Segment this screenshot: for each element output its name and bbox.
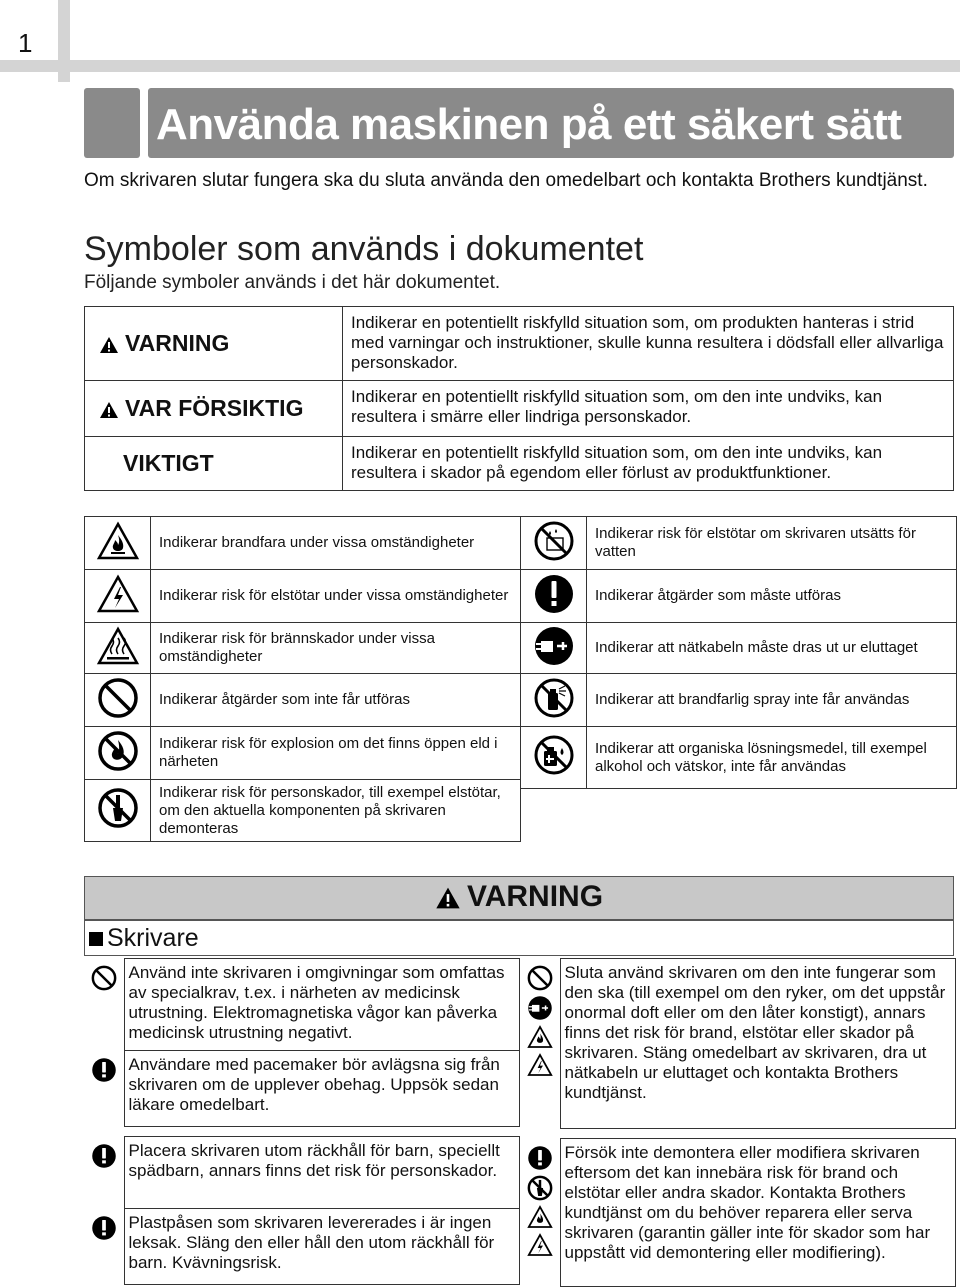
warning-text: Sluta använd skrivaren om den inte fungerar som den ska (till exempel om den ryker, om det uppstår onormal doft eller om den låter konstigt), annars finns det risk för brand, elstötar eller skador på skrivaren. Stäng omedelbart av skrivaren, dra ut nätkabeln ur eluttaget och kontakta Brothers kundtjänst. bbox=[560, 959, 956, 1129]
mandatory-action-icon bbox=[533, 573, 575, 615]
header-rule bbox=[0, 60, 960, 72]
warning-text: Plastpåsen som skrivaren levererades i är ingen leksak. Släng den eller håll den utom räckhåll för barn. Kvävningsrisk. bbox=[124, 1209, 520, 1285]
no-water-icon bbox=[533, 520, 575, 562]
symbol-description: Indikerar risk för elstötar under vissa omständigheter bbox=[151, 570, 521, 623]
no-disassembly-icon bbox=[527, 1175, 553, 1201]
fire-hazard-icon bbox=[527, 1205, 553, 1229]
warning-row bbox=[84, 959, 520, 1051]
symbol-row bbox=[521, 517, 957, 570]
electric-shock-icon bbox=[527, 1233, 553, 1257]
warning-triangle-icon bbox=[99, 336, 119, 354]
symbol-description: Indikerar risk för explosion om det finns öppen eld i närheten bbox=[151, 727, 521, 780]
warning-table-right bbox=[520, 958, 956, 1287]
symbol-row bbox=[85, 623, 521, 674]
warning-text: Använd inte skrivaren i omgivningar som omfattas av specialkrav, t.ex. i närheten av medicinsk utrustning. Elektromagnetiska vågor kan påverka medicinsk utrustning negativt. bbox=[124, 959, 520, 1051]
symbol-description: Indikerar risk för elstötar om skrivaren utsätts för vatten bbox=[587, 517, 957, 570]
signal-label: VIKTIGT bbox=[123, 450, 214, 476]
fire-hazard-icon bbox=[527, 1025, 553, 1049]
signal-row bbox=[85, 437, 954, 491]
electric-shock-icon bbox=[96, 574, 140, 614]
warning-text: Placera skrivaren utom räckhåll för barn, speciellt spädbarn, annars finns det risk för personskador. bbox=[124, 1137, 520, 1209]
no-solvent-icon bbox=[533, 734, 575, 776]
symbol-row bbox=[85, 780, 521, 842]
page-title: Använda maskinen på ett säkert sätt bbox=[148, 88, 954, 158]
warning-banner bbox=[84, 876, 954, 920]
signal-description: Indikerar en potentiellt riskfylld situation som, om den inte undviks, kan resultera i skador på egendom eller förlust av produktfunktioner. bbox=[343, 437, 954, 491]
prohibited-icon bbox=[97, 677, 139, 719]
subsection-heading: Skrivare bbox=[84, 920, 954, 956]
symbol-row bbox=[521, 674, 957, 727]
symbol-row bbox=[85, 517, 521, 570]
page-number: 1 bbox=[18, 28, 33, 58]
mandatory-action-icon bbox=[91, 1143, 117, 1169]
signal-row bbox=[85, 381, 954, 437]
section-subtitle: Följande symboler används i det här dokumentet. bbox=[84, 272, 501, 293]
symbol-description: Indikerar risk för personskador, till exempel elstötar, om den aktuella komponenten på skrivaren demonteras bbox=[151, 780, 521, 842]
warning-row bbox=[520, 959, 956, 1129]
symbol-row bbox=[85, 570, 521, 623]
warning-triangle-icon bbox=[435, 886, 461, 910]
warning-triangle-icon bbox=[99, 401, 119, 419]
symbol-description: Indikerar att brandfarlig spray inte får användas bbox=[587, 674, 957, 727]
symbol-description: Indikerar åtgärder som inte får utföras bbox=[151, 674, 521, 727]
signal-description: Indikerar en potentiellt riskfylld situation som, om produkten hanteras i strid med varningar och instruktioner, skulle kunna resultera i dödsfall eller allvarliga personskador. bbox=[343, 307, 954, 381]
signal-word-table bbox=[84, 306, 954, 491]
signal-description: Indikerar en potentiellt riskfylld situation som, om den inte undviks, kan resultera i smärre eller lindriga personskador. bbox=[343, 381, 954, 437]
unplug-icon bbox=[533, 625, 575, 667]
prohibited-icon bbox=[91, 965, 117, 991]
unplug-icon bbox=[527, 995, 553, 1021]
mandatory-action-icon bbox=[91, 1057, 117, 1083]
signal-label: VAR FÖRSIKTIG bbox=[125, 395, 304, 421]
symbol-description: Indikerar åtgärder som måste utföras bbox=[587, 570, 957, 623]
no-open-flame-icon bbox=[97, 730, 139, 772]
intro-text: Om skrivaren slutar fungera ska du sluta använda den omedelbart och kontakta Brothers kundtjänst. bbox=[84, 170, 928, 191]
signal-row bbox=[85, 307, 954, 381]
warning-banner-title: VARNING bbox=[466, 880, 604, 913]
warning-text: Användare med pacemaker bör avlägsna sig från skrivaren om de upplever obehag. Uppsök sedan läkare omedelbart. bbox=[124, 1051, 520, 1127]
warning-row bbox=[84, 1209, 520, 1285]
warning-row bbox=[84, 1051, 520, 1127]
section-heading: Symboler som används i dokumentet bbox=[84, 230, 644, 268]
symbol-row bbox=[521, 727, 957, 789]
symbol-table-left bbox=[84, 516, 521, 842]
symbol-description: Indikerar risk för brännskador under vissa omständigheter bbox=[151, 623, 521, 674]
hot-surface-icon bbox=[96, 626, 140, 666]
electric-shock-icon bbox=[527, 1053, 553, 1077]
warning-table-left bbox=[84, 958, 520, 1285]
square-bullet-icon bbox=[89, 932, 103, 946]
warning-row bbox=[520, 1139, 956, 1287]
symbol-table-right bbox=[520, 516, 957, 789]
no-spray-icon bbox=[533, 677, 575, 719]
symbol-description: Indikerar att nätkabeln måste dras ut ur eluttaget bbox=[587, 623, 957, 674]
fire-hazard-icon bbox=[96, 521, 140, 561]
warning-text: Försök inte demontera eller modifiera skrivaren eftersom det kan innebära risk för brand och elstötar eller andra skador. Kontakta Brothers kundtjänst om du behöver reparera eller serva skrivaren (garantin gäller inte för skador som har uppstått vid demontering eller modifiering). bbox=[560, 1139, 956, 1287]
signal-label: VARNING bbox=[125, 330, 230, 356]
symbol-row bbox=[85, 674, 521, 727]
symbol-row bbox=[521, 570, 957, 623]
prohibited-icon bbox=[527, 965, 553, 991]
symbol-description: Indikerar att organiska lösningsmedel, till exempel alkohol och vätskor, inte får användas bbox=[587, 727, 957, 789]
header-vertical-rule bbox=[58, 0, 70, 82]
no-disassembly-icon bbox=[97, 787, 139, 829]
symbol-row bbox=[521, 623, 957, 674]
chapter-tab bbox=[84, 88, 140, 158]
symbol-row bbox=[85, 727, 521, 780]
mandatory-action-icon bbox=[527, 1145, 553, 1171]
warning-row bbox=[84, 1137, 520, 1209]
symbol-description: Indikerar brandfara under vissa omständigheter bbox=[151, 517, 521, 570]
mandatory-action-icon bbox=[91, 1215, 117, 1241]
